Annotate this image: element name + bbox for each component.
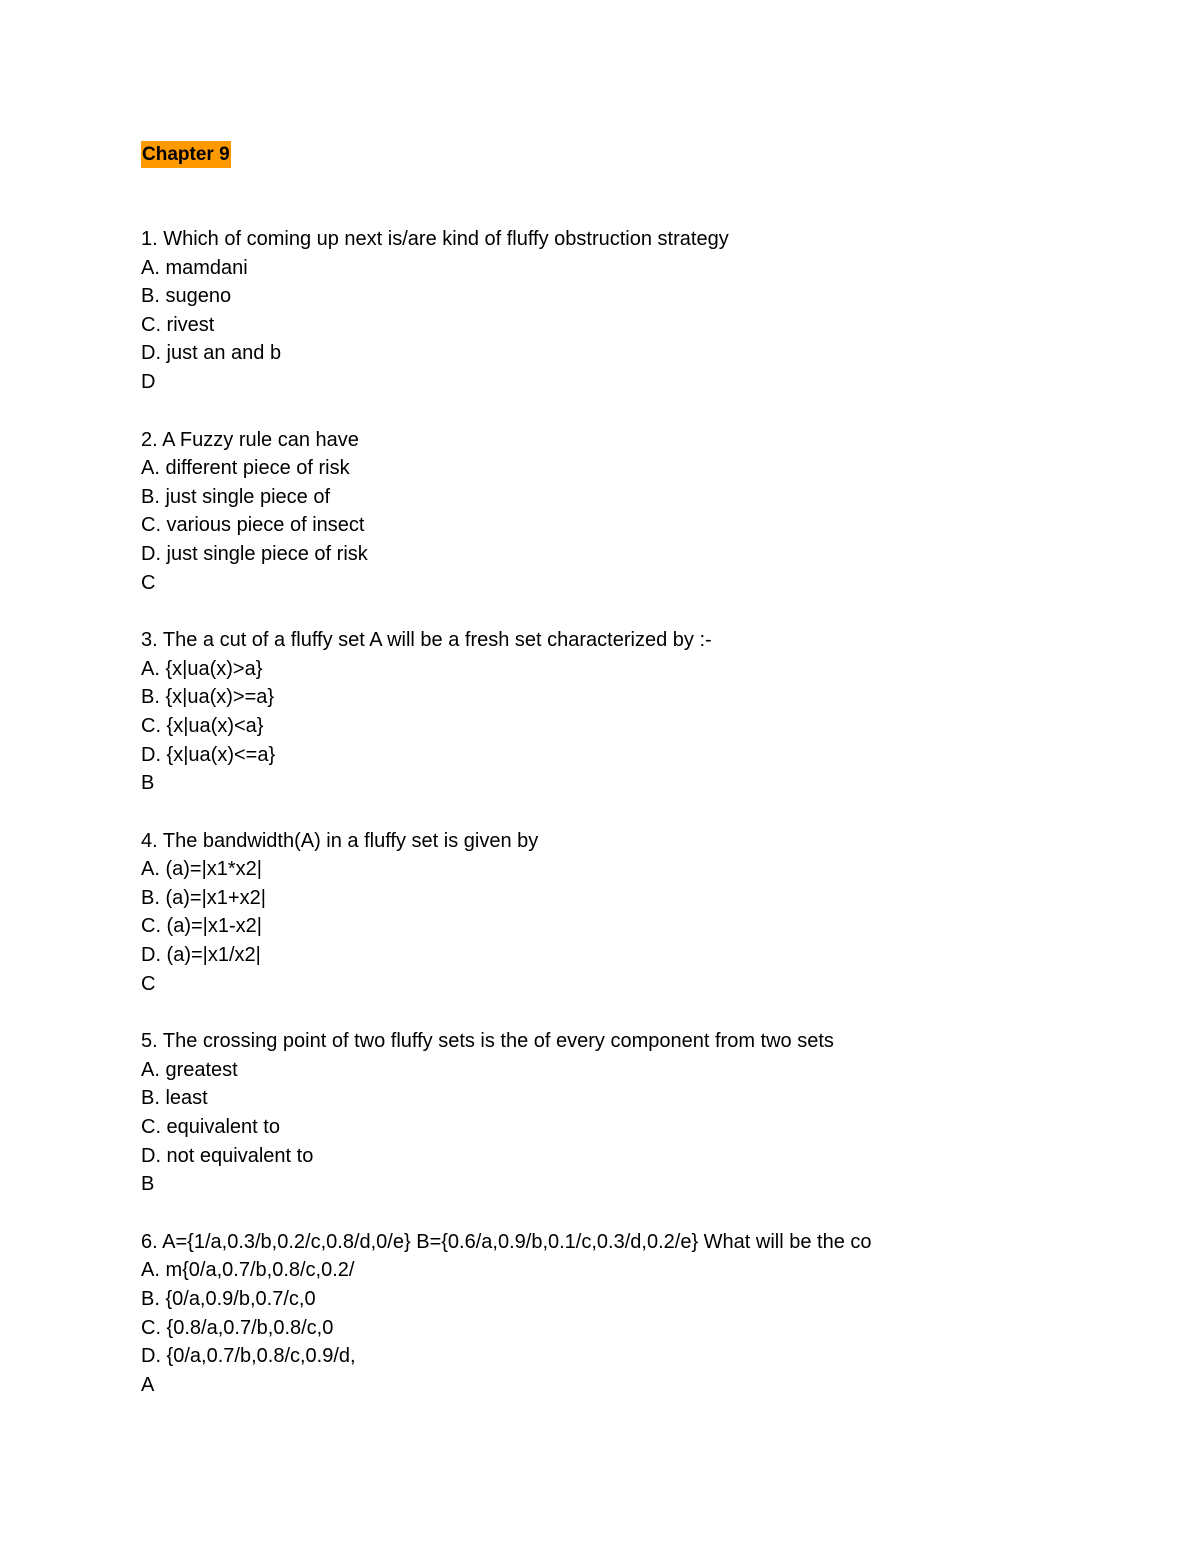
option-a: A. mamdani [141,256,248,279]
option-b: B. sugeno [141,285,232,308]
question-block [141,426,1181,598]
question-text: 6. A={1/a,0.3/b,0.2/c,0.8/d,0/e} B={0.6/a,0.9/b,0.1/c,0.3/d,0.2/e} What will be the co [141,1230,872,1253]
option-c: C. {0.8/a,0.7/b,0.8/c,0 [141,1316,334,1339]
option-b: B. (a)=|x1+x2| [141,886,266,909]
option-c: C. various piece of insect [141,514,365,537]
option-b: B. {x|ua(x)>=a} [141,686,275,709]
option-a: A. m{0/a,0.7/b,0.8/c,0.2/ [141,1259,355,1282]
chapter-heading: Chapter 9 [141,141,231,168]
answer: C [141,972,156,995]
option-d: D. not equivalent to [141,1144,314,1167]
question-list [141,225,1181,1428]
answer: D [141,370,156,393]
option-c: C. (a)=|x1-x2| [141,915,262,938]
question-block [141,827,1181,999]
option-d: D. {0/a,0.7/b,0.8/c,0.9/d, [141,1345,356,1368]
answer: A [141,1373,155,1396]
option-a: A. (a)=|x1*x2| [141,858,262,881]
question-text: 3. The a cut of a fluffy set A will be a fresh set characterized by :- [141,629,712,652]
option-b: B. just single piece of [141,485,330,508]
option-b: B. {0/a,0.9/b,0.7/c,0 [141,1288,316,1310]
question-block [141,1027,1181,1199]
answer: B [141,1173,155,1196]
option-b: B. least [141,1087,208,1110]
question-block [141,626,1181,798]
question-block [141,225,1181,397]
option-a: A. greatest [141,1058,238,1081]
option-c: C. rivest [141,313,215,336]
question-text: 2. A Fuzzy rule can have [141,428,359,451]
option-c: C. {x|ua(x)<a} [141,714,264,737]
option-d: D. just an and b [141,342,282,365]
option-d: D. {x|ua(x)<=a} [141,743,276,766]
option-a: A. {x|ua(x)>a} [141,657,263,680]
question-text: 4. The bandwidth(A) in a fluffy set is given by [141,829,539,852]
option-c: C. equivalent to [141,1116,280,1139]
option-d: D. just single piece of risk [141,542,368,565]
question-text: 5. The crossing point of two fluffy sets is the of every component from two sets [141,1030,834,1053]
option-a: A. different piece of risk [141,457,350,480]
question-text: 1. Which of coming up next is/are kind of fluffy obstruction strategy [141,228,729,250]
answer: B [141,772,155,795]
answer: C [141,571,156,594]
question-block [141,1228,1181,1400]
option-d: D. (a)=|x1/x2| [141,944,261,967]
